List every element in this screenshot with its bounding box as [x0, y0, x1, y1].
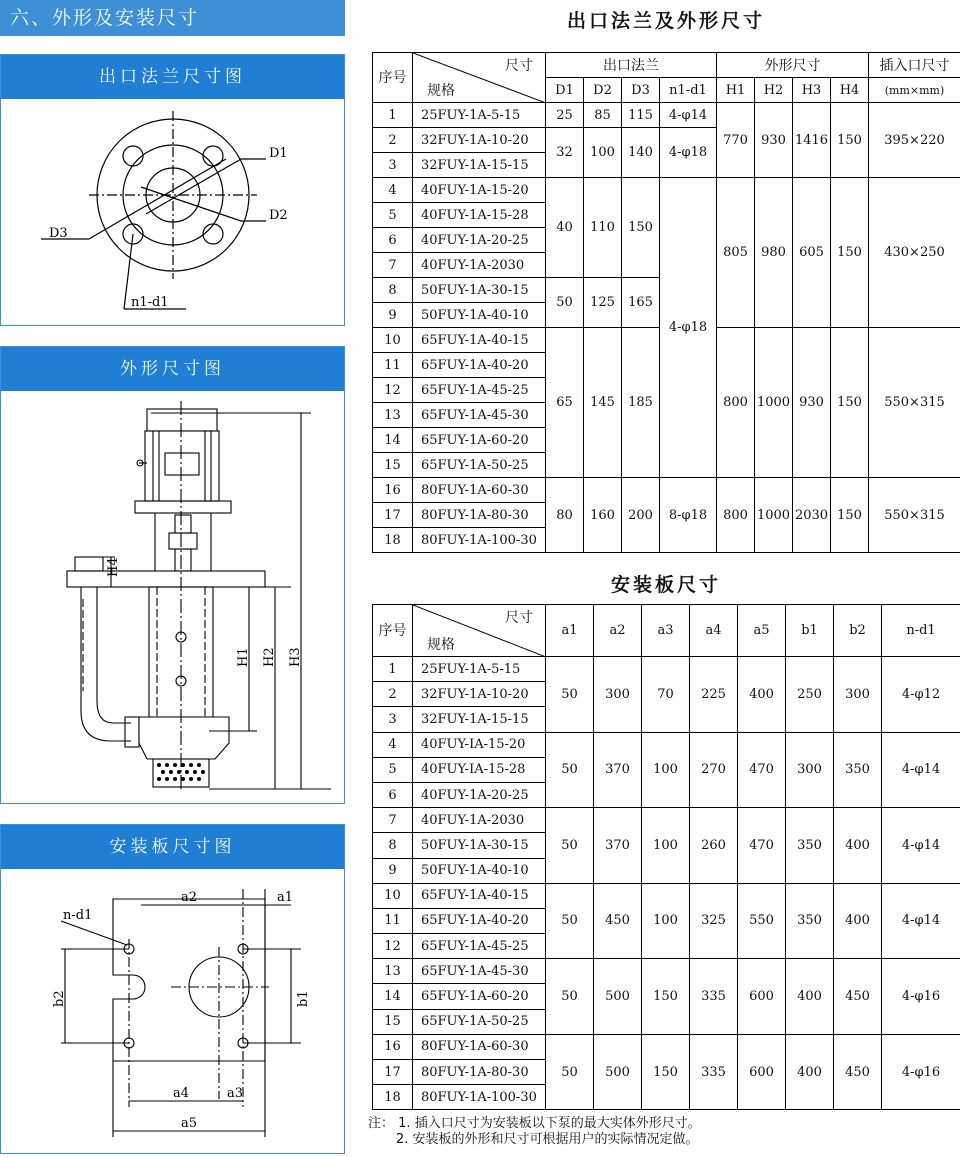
- table-cell: 400: [834, 808, 882, 884]
- label-h1: H1: [236, 647, 251, 667]
- table-cell: 40FUY-IA-15-28: [413, 757, 546, 782]
- table-cell: 150: [642, 1034, 690, 1110]
- table-cell: 300: [594, 657, 642, 733]
- table-cell: 4-φ18: [660, 178, 717, 478]
- table-cell: 65FUY-1A-45-25: [413, 934, 546, 959]
- table-cell: 325: [690, 883, 738, 959]
- table-cell: 70: [642, 657, 690, 733]
- table-cell: 770: [717, 103, 755, 178]
- table-cell: 335: [690, 959, 738, 1035]
- table-cell: 50FUY-1A-30-15: [413, 278, 546, 303]
- table-cell: 65: [546, 328, 584, 478]
- row-index: 3: [373, 707, 413, 732]
- col-header: H3: [793, 78, 831, 103]
- table-row: [373, 808, 960, 833]
- table-cell: 85: [584, 103, 622, 128]
- table-row: [373, 178, 960, 203]
- col-header: b2: [834, 605, 882, 657]
- row-index: 15: [373, 1009, 413, 1034]
- table-cell: 160: [584, 478, 622, 553]
- col-header: n-d1: [882, 605, 960, 657]
- table-cell: 40FUY-1A-2030: [413, 253, 546, 278]
- label-n1-d1: n1-d1: [131, 295, 169, 310]
- col-header: a3: [642, 605, 690, 657]
- table-cell: 4-φ16: [882, 959, 960, 1035]
- row-index: 15: [373, 453, 413, 478]
- insert-unit: (mm×mm): [869, 78, 960, 103]
- table-cell: 450: [594, 883, 642, 959]
- table-cell: 400: [786, 1034, 834, 1110]
- row-index: 1: [373, 657, 413, 682]
- table-cell: 115: [622, 103, 660, 128]
- table-cell: 25FUY-1A-5-15: [413, 103, 546, 128]
- table-cell: 50: [546, 657, 594, 733]
- table-cell: 50: [546, 959, 594, 1035]
- table-cell: 40FUY-1A-2030: [413, 808, 546, 833]
- table-cell: 185: [622, 328, 660, 478]
- table-cell: 400: [786, 959, 834, 1035]
- table-cell: 80FUY-1A-80-30: [413, 1060, 546, 1085]
- table-cell: 550: [738, 883, 786, 959]
- note-line: 1. 插入口尺寸为安装板以下泵的最大实体外形尺寸。: [398, 1116, 701, 1131]
- table-cell: 40FUY-1A-15-20: [413, 178, 546, 203]
- table-cell: 550×315: [869, 478, 960, 553]
- table-cell: 65FUY-1A-60-20: [413, 984, 546, 1009]
- label-h2: H2: [262, 647, 277, 667]
- table-row: [373, 883, 960, 908]
- table-cell: 145: [584, 328, 622, 478]
- table-cell: 50FUY-1A-40-10: [413, 303, 546, 328]
- plate-diagram-title: 安装板尺寸图: [1, 825, 344, 869]
- diag-top-label: 尺寸: [505, 58, 533, 74]
- table-cell: 100: [642, 732, 690, 808]
- table-cell: 400: [738, 657, 786, 733]
- table-cell: 50: [546, 732, 594, 808]
- diag-bottom-label: 规格: [427, 637, 455, 653]
- label-n-d1: n-d1: [63, 908, 93, 923]
- table-cell: 805: [717, 178, 755, 328]
- label-d3: D3: [49, 226, 68, 241]
- table-cell: 40: [546, 178, 584, 278]
- row-index: 1: [373, 103, 413, 128]
- section-title: 六、外形及安装尺寸: [0, 0, 345, 36]
- table-cell: 430×250: [869, 178, 960, 328]
- table-row: [373, 732, 960, 757]
- row-index: 4: [373, 178, 413, 203]
- flange-diagram-panel: [0, 54, 345, 326]
- table-cell: 350: [834, 732, 882, 808]
- table2-title: 安装板尺寸: [610, 574, 721, 596]
- row-index: 13: [373, 403, 413, 428]
- row-index: 5: [373, 757, 413, 782]
- table-cell: 50: [546, 883, 594, 959]
- flange-outline-table: [372, 52, 960, 553]
- col-header: D1: [546, 78, 584, 103]
- table-cell: 65FUY-1A-40-15: [413, 883, 546, 908]
- col-header: H2: [755, 78, 793, 103]
- model-diag-header: [413, 605, 546, 657]
- table1-title: 出口法兰及外形尺寸: [566, 10, 765, 32]
- outline-diagram-panel: [0, 346, 345, 804]
- flange-drawing: [1, 99, 344, 325]
- row-index: 7: [373, 808, 413, 833]
- table-cell: 370: [594, 732, 642, 808]
- outline-drawing: [1, 391, 344, 803]
- table-cell: 100: [584, 128, 622, 178]
- table-cell: 930: [793, 328, 831, 478]
- table-cell: 150: [831, 103, 869, 178]
- index-header: 序号: [373, 53, 413, 103]
- table-cell: 350: [786, 883, 834, 959]
- notes-label: 注：: [368, 1116, 395, 1131]
- row-index: 10: [373, 328, 413, 353]
- table-cell: 260: [690, 808, 738, 884]
- col-header: a2: [594, 605, 642, 657]
- table-cell: 4-φ12: [882, 657, 960, 733]
- table-cell: 450: [834, 959, 882, 1035]
- row-index: 10: [373, 883, 413, 908]
- flange-group-header: 出口法兰: [546, 53, 717, 78]
- row-index: 18: [373, 1085, 413, 1110]
- col-header: a5: [738, 605, 786, 657]
- table-row: [373, 657, 960, 682]
- table-cell: 40FUY-1A-20-25: [413, 228, 546, 253]
- col-header: D2: [584, 78, 622, 103]
- insert-group-header: 插入口尺寸: [869, 53, 960, 78]
- table-row: [373, 103, 960, 128]
- table-cell: 225: [690, 657, 738, 733]
- table-cell: 400: [834, 883, 882, 959]
- table-cell: 550×315: [869, 328, 960, 478]
- row-index: 17: [373, 503, 413, 528]
- table-cell: 32: [546, 128, 584, 178]
- table-cell: 470: [738, 732, 786, 808]
- table-cell: 1000: [755, 478, 793, 553]
- row-index: 13: [373, 959, 413, 984]
- outline-diagram-title: 外形尺寸图: [1, 347, 344, 391]
- table-cell: 395×220: [869, 103, 960, 178]
- table-cell: 165: [622, 278, 660, 328]
- table-cell: 270: [690, 732, 738, 808]
- table-cell: 150: [831, 478, 869, 553]
- table-cell: 500: [594, 959, 642, 1035]
- table-cell: 800: [717, 328, 755, 478]
- label-a4: a4: [173, 1086, 190, 1101]
- table-cell: 80: [546, 478, 584, 553]
- table-cell: 65FUY-1A-45-30: [413, 959, 546, 984]
- row-index: 2: [373, 128, 413, 153]
- table-cell: 605: [793, 178, 831, 328]
- row-index: 6: [373, 782, 413, 807]
- table-row: [373, 478, 960, 503]
- label-a5: a5: [181, 1116, 198, 1131]
- table-cell: 40FUY-IA-15-20: [413, 732, 546, 757]
- table-cell: 50FUY-1A-30-15: [413, 833, 546, 858]
- col-header: H1: [717, 78, 755, 103]
- table-cell: 32FUY-1A-10-20: [413, 128, 546, 153]
- table-cell: 32FUY-1A-10-20: [413, 682, 546, 707]
- table-cell: 300: [786, 732, 834, 808]
- row-index: 12: [373, 934, 413, 959]
- table-cell: 150: [831, 178, 869, 328]
- row-index: 9: [373, 303, 413, 328]
- table-cell: 25FUY-1A-5-15: [413, 657, 546, 682]
- diag-bottom-label: 规格: [427, 83, 455, 99]
- table-cell: 65FUY-1A-50-25: [413, 1009, 546, 1034]
- table-cell: 8-φ18: [660, 478, 717, 553]
- flange-diagram-title: 出口法兰尺寸图: [1, 55, 344, 99]
- table-cell: 4-φ16: [882, 1034, 960, 1110]
- table-cell: 50: [546, 808, 594, 884]
- table-cell: 450: [834, 1034, 882, 1110]
- plate-drawing: [1, 869, 344, 1153]
- row-index: 14: [373, 984, 413, 1009]
- mounting-plate-table: [372, 604, 960, 1110]
- table-row: [373, 959, 960, 984]
- table-cell: 65FUY-1A-50-25: [413, 453, 546, 478]
- label-a3: a3: [227, 1086, 244, 1101]
- table-cell: 110: [584, 178, 622, 278]
- row-index: 4: [373, 732, 413, 757]
- row-index: 2: [373, 682, 413, 707]
- table-cell: 980: [755, 178, 793, 328]
- label-a2: a2: [181, 890, 198, 905]
- table-cell: 125: [584, 278, 622, 328]
- table-cell: 80FUY-1A-100-30: [413, 528, 546, 553]
- table-cell: 250: [786, 657, 834, 733]
- row-index: 6: [373, 228, 413, 253]
- diag-top-label: 尺寸: [505, 610, 533, 626]
- table-cell: 140: [622, 128, 660, 178]
- table-cell: 65FUY-1A-40-20: [413, 908, 546, 933]
- col-header: D3: [622, 78, 660, 103]
- row-index: 7: [373, 253, 413, 278]
- table-row: [373, 1034, 960, 1059]
- table-cell: 150: [622, 178, 660, 278]
- col-header: H4: [831, 78, 869, 103]
- table-cell: 4-φ14: [882, 883, 960, 959]
- table-cell: 470: [738, 808, 786, 884]
- note-line: 2. 安装板的外形和尺寸可根据用户的实际情况定做。: [396, 1132, 699, 1147]
- outline-group-header: 外形尺寸: [717, 53, 869, 78]
- table-cell: 600: [738, 959, 786, 1035]
- table-cell: 65FUY-1A-45-30: [413, 403, 546, 428]
- table-cell: 4-φ14: [882, 732, 960, 808]
- table-cell: 4-φ14: [882, 808, 960, 884]
- table-cell: 65FUY-1A-40-15: [413, 328, 546, 353]
- plate-diagram-panel: [0, 824, 345, 1154]
- row-index: 17: [373, 1060, 413, 1085]
- row-index: 11: [373, 353, 413, 378]
- row-index: 12: [373, 378, 413, 403]
- table-cell: 65FUY-1A-60-20: [413, 428, 546, 453]
- label-a1: a1: [277, 890, 294, 905]
- row-index: 16: [373, 1034, 413, 1059]
- table-cell: 2030: [793, 478, 831, 553]
- label-h3: H3: [288, 647, 303, 667]
- row-index: 11: [373, 908, 413, 933]
- table-cell: 600: [738, 1034, 786, 1110]
- table-cell: 370: [594, 808, 642, 884]
- table-cell: 32FUY-1A-15-15: [413, 153, 546, 178]
- row-index: 16: [373, 478, 413, 503]
- index-header: 序号: [373, 605, 413, 657]
- table-cell: 1000: [755, 328, 793, 478]
- table-cell: 65FUY-1A-40-20: [413, 353, 546, 378]
- table-cell: 4-φ18: [660, 128, 717, 178]
- row-index: 3: [373, 153, 413, 178]
- table-cell: 32FUY-1A-15-15: [413, 707, 546, 732]
- table-cell: 80FUY-1A-60-30: [413, 478, 546, 503]
- table-cell: 300: [834, 657, 882, 733]
- table-cell: 80FUY-1A-80-30: [413, 503, 546, 528]
- table-cell: 25: [546, 103, 584, 128]
- table-cell: 350: [786, 808, 834, 884]
- table-cell: 150: [642, 959, 690, 1035]
- model-diag-header: [413, 53, 546, 103]
- notes: [368, 1116, 701, 1148]
- row-index: 18: [373, 528, 413, 553]
- label-d1: D1: [269, 146, 288, 161]
- table-cell: 1416: [793, 103, 831, 178]
- table-cell: 50: [546, 1034, 594, 1110]
- table-cell: 100: [642, 883, 690, 959]
- table-cell: 200: [622, 478, 660, 553]
- label-h4: H4: [106, 557, 121, 577]
- table-cell: 500: [594, 1034, 642, 1110]
- col-header: n1-d1: [660, 78, 717, 103]
- table-cell: 65FUY-1A-45-25: [413, 378, 546, 403]
- row-index: 8: [373, 833, 413, 858]
- table-cell: 800: [717, 478, 755, 553]
- row-index: 8: [373, 278, 413, 303]
- table-cell: 80FUY-1A-100-30: [413, 1085, 546, 1110]
- table-cell: 335: [690, 1034, 738, 1110]
- table-cell: 50FUY-1A-40-10: [413, 858, 546, 883]
- row-index: 14: [373, 428, 413, 453]
- col-header: a4: [690, 605, 738, 657]
- row-index: 5: [373, 203, 413, 228]
- table-cell: 50: [546, 278, 584, 328]
- table-cell: 150: [831, 328, 869, 478]
- table-cell: 40FUY-1A-15-28: [413, 203, 546, 228]
- col-header: b1: [786, 605, 834, 657]
- label-d2: D2: [269, 208, 288, 223]
- col-header: a1: [546, 605, 594, 657]
- table-cell: 40FUY-1A-20-25: [413, 782, 546, 807]
- label-b1: b1: [296, 990, 311, 1007]
- label-b2: b2: [52, 990, 67, 1007]
- row-index: 9: [373, 858, 413, 883]
- table-cell: 4-φ14: [660, 103, 717, 128]
- table-cell: 80FUY-1A-60-30: [413, 1034, 546, 1059]
- table-cell: 930: [755, 103, 793, 178]
- table-cell: 100: [642, 808, 690, 884]
